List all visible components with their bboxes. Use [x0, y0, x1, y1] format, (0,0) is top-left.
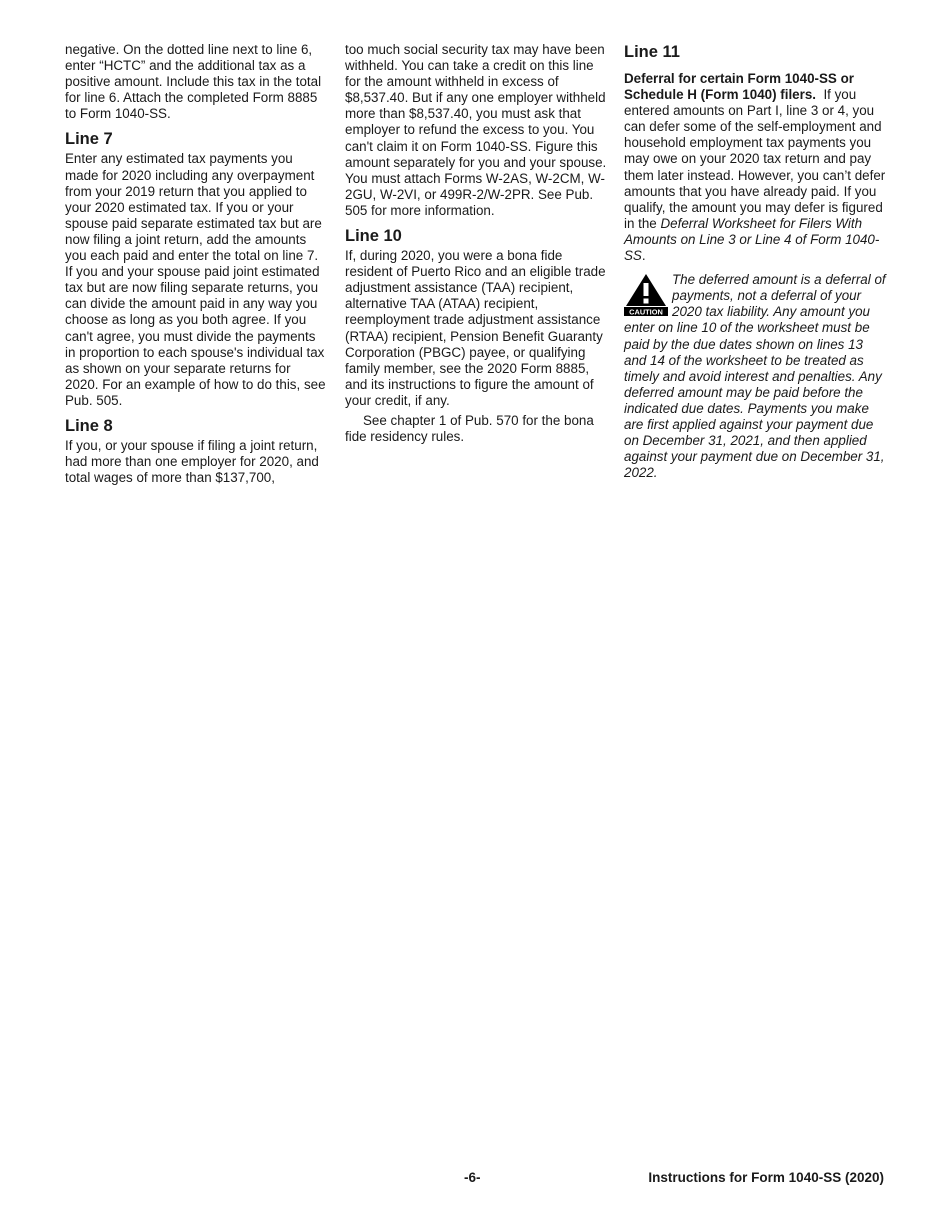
deferral-text: If you entered amounts on Part I, line 3 or 4, you can defer some of the self-employment and household employment tax payments you may owe on your 2020 tax return and pay them later instead. However, you can’t defer amounts that you have already paid. If you qualify, the amount you may defer is figured in the: [624, 87, 886, 231]
line-7-text: Enter any estimated tax payments you made for 2020 including any overpayment from your 2019 return that you applied to your 2020 estimated tax. If you or your spouse paid separate estimated tax but are now filing a joint return, add the amounts you each paid and enter the total on line 7. If you and your spouse paid joint estimated tax but are now filing separate returns, you can divide the amount paid in any way you choose as long as you both agree. If you can't agree, you must divide the payments in proportion to each spouse's individual tax as shown on your separate returns for 2020. For an example of how to do this, see Pub. 505.: [65, 151, 326, 408]
column-1: [65, 42, 327, 486]
line-8-text: If you, or your spouse if filing a joint return, had more than one employer for 2020, and total wages of more than $137,700,: [65, 437, 319, 486]
paragraph-continued: too much social security tax may have been withheld. You can take a credit on this line for the amount withheld in excess of $8,537.40. But if any one employer withheld more than $8,537.40, you must ask that employer to refund the excess to you. You can't claim it on Form 1040-SS. Figure this amount separately for you and your spouse. You must attach Forms W-2AS, W-2CM, W-2GU, W-2VI, or 499R-2/W-2PR. See Pub. 505 for more information.: [345, 42, 607, 218]
document-title: Instructions for Form 1040-SS (2020): [648, 1170, 884, 1185]
line-10-heading: Line 10: [345, 227, 402, 246]
column-3: [624, 42, 886, 481]
caution-label: CAUTION: [629, 307, 663, 317]
line-8-heading: Line 8: [65, 416, 113, 435]
column-2: [345, 42, 607, 445]
deferral-lead: Deferral for certain Form 1040-SS or Schedule H (Form 1040) filers.: [624, 71, 854, 103]
caution-icon: [624, 272, 668, 316]
line-11-heading: Line 11: [624, 43, 680, 61]
line-7-heading: Line 7: [65, 130, 113, 149]
caution-box: [624, 272, 886, 481]
line-10-text: If, during 2020, you were a bona fide resident of Puerto Rico and an eligible trade adjustment assistance (TAA) recipient, alternative TAA (ATAA) recipient, reemployment trade adjustment assistance (RTAA) recipient, Pension Benefit Guaranty Corporation (PBGC) payee, or qualifying family member, see the 2020 Form 8885, and its instructions to figure the amount of your credit, if any.: [345, 248, 606, 408]
line-10-residency-text: See chapter 1 of Pub. 570 for the bona fide residency rules.: [345, 412, 594, 445]
paragraph-intro: negative. On the dotted line next to line 6, enter “HCTC” and the additional tax as a positive amount. Include this tax in the total for line 6. Attach the completed Form 8885 to Form 1040-SS.: [65, 42, 322, 122]
deferral-paragraph: [624, 71, 886, 264]
caution-text: The deferred amount is a deferral of payments, not a deferral of your 2020 tax liability. Any amount you enter on line 10 of the worksheet must be paid by the due dates shown on lines 13 and 14 of the worksheet to be treated as timely and avoid interest and penalties. Any deferred amount may be paid before the indicated due dates. Payments you make are first applied against your payment due on December 31, 2021, and then applied against your payment due on December 31, 2022.: [624, 272, 886, 481]
period: .: [641, 248, 646, 264]
worksheet-name: Deferral Worksheet for Filers With Amounts on Line 3 or Line 4 of Form 1040-SS: [624, 215, 880, 264]
page-number: -6-: [464, 1170, 481, 1185]
